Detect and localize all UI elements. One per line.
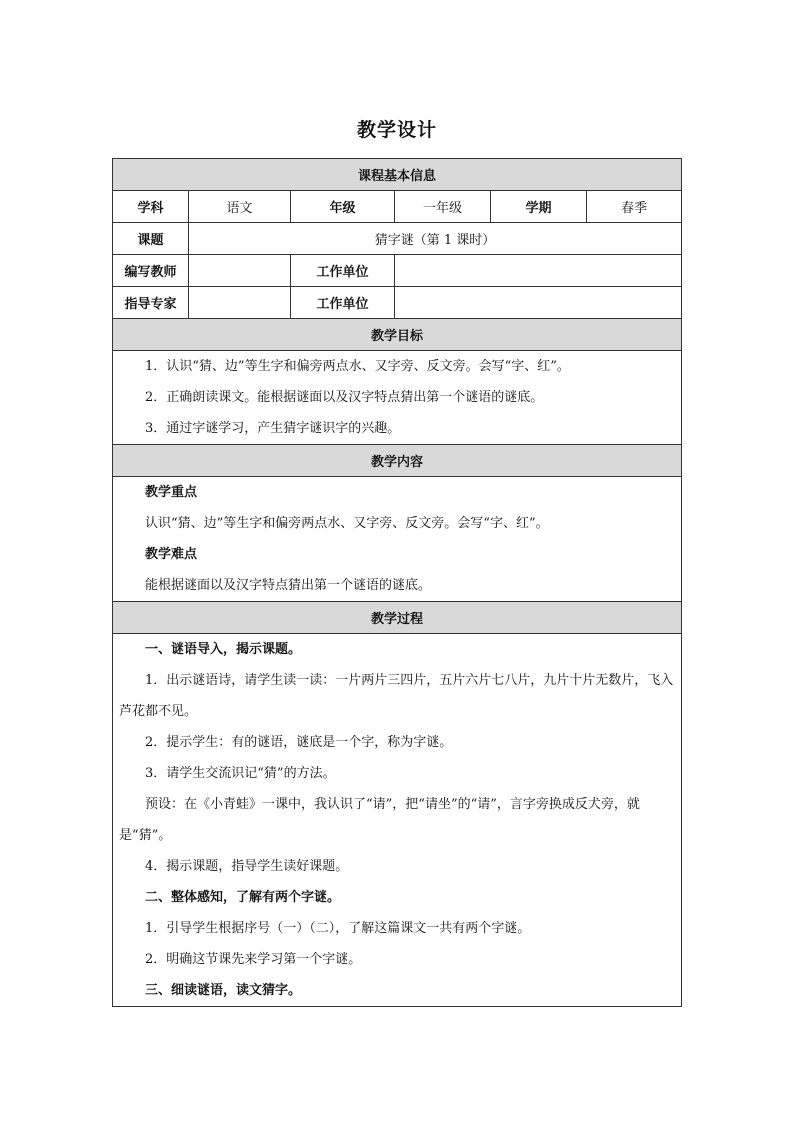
document-title: 教学设计 — [356, 119, 437, 141]
basic-info-header: 课程基本信息 — [113, 159, 682, 191]
goal-item: 2．正确朗读课文。能根据谜面以及汉字特点猜出第一个谜语的谜底。 — [145, 390, 544, 405]
work-unit-label: 工作单位 — [291, 255, 395, 287]
grade-label: 年级 — [291, 191, 395, 223]
topic-value: 猜字谜（第 1 课时） — [189, 223, 682, 255]
process-section-title: 三、细读谜语，读文猜字。 — [145, 983, 302, 998]
term-label: 学期 — [491, 191, 587, 223]
process-item: 预设：在《小青蛙》一课中，我认识了“请”，把“请坐”的“请”，言字旁换成反犬旁，就是“猜”。 — [119, 797, 640, 843]
process-item: 1．引导学生根据序号（一）（二），了解这篇课文一共有两个字谜。 — [145, 921, 531, 936]
process-item: 2．提示学生：有的谜语，谜底是一个字，称为字谜。 — [145, 735, 453, 750]
process-item: 4．揭示课题，指导学生读好课题。 — [145, 859, 349, 874]
goal-item: 1．认识“猜、边”等生字和偏旁两点水、又字旁、反文旁。会写“字、红”。 — [145, 359, 570, 374]
goals-header: 教学目标 — [113, 319, 682, 351]
process-cell — [113, 634, 682, 1007]
expert-label: 指导专家 — [113, 287, 189, 319]
process-item: 3．请学生交流识记“猜”的方法。 — [145, 766, 336, 781]
process-section-title: 一、谜语导入，揭示课题。 — [145, 642, 302, 657]
expert-work-unit-value — [395, 287, 682, 319]
goals-cell — [113, 351, 682, 445]
content-cell — [113, 477, 682, 602]
process-section-title: 二、整体感知，了解有两个字谜。 — [145, 890, 341, 905]
topic-label: 课题 — [113, 223, 189, 255]
lesson-plan-table — [112, 158, 682, 1007]
work-unit-value — [395, 255, 682, 287]
grade-value: 一年级 — [395, 191, 491, 223]
difficult-points-text: 能根据谜面以及汉字特点猜出第一个谜语的谜底。 — [145, 578, 432, 593]
process-item: 2．明确这节课先来学习第一个字谜。 — [145, 952, 362, 967]
teacher-label: 编写教师 — [113, 255, 189, 287]
key-points-title: 教学重点 — [145, 485, 198, 500]
difficult-points-title: 教学难点 — [145, 547, 198, 562]
term-value: 春季 — [587, 191, 682, 223]
subject-value: 语文 — [189, 191, 291, 223]
teacher-value — [189, 255, 291, 287]
process-header: 教学过程 — [113, 602, 682, 634]
process-item: 1．出示谜语诗，请学生读一读：一片两片三四片，五片六片七八片，九片十片无数片，飞入芦花都不见。 — [119, 673, 674, 719]
goal-item: 3．通过字谜学习，产生猜字谜识字的兴趣。 — [145, 421, 401, 436]
expert-value — [189, 287, 291, 319]
content-header: 教学内容 — [113, 445, 682, 477]
key-points-text: 认识“猜、边”等生字和偏旁两点水、又字旁、反文旁。会写“字、红”。 — [145, 516, 549, 531]
expert-work-unit-label: 工作单位 — [291, 287, 395, 319]
subject-label: 学科 — [113, 191, 189, 223]
